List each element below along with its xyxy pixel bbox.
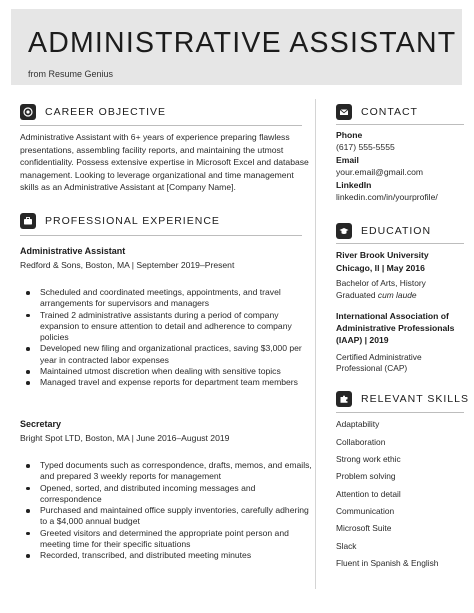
email-value: your.email@gmail.com [336, 167, 424, 177]
linkedin-value: linkedin.com/in/yourprofile/ [336, 192, 438, 202]
linkedin-label: LinkedIn [336, 180, 372, 190]
job-title: Secretary [20, 419, 62, 429]
puzzle-icon [336, 391, 352, 407]
list-item: Typed documents such as correspondence, drafts, memos, and emails, and prepared 3 weekly reports for management [20, 460, 312, 483]
job-bullets [20, 287, 312, 389]
job-title: Administrative Assistant [20, 246, 126, 256]
resume-tagline: from Resume Genius [28, 69, 114, 79]
section-title: EDUCATION [361, 225, 432, 237]
section-contact [336, 104, 418, 120]
skill-item: Slack [336, 541, 357, 551]
list-item: Managed travel and expense reports for department team members [20, 377, 312, 388]
target-icon [20, 104, 36, 120]
skill-item: Strong work ethic [336, 454, 401, 464]
divider [336, 124, 464, 125]
divider [20, 235, 302, 236]
school-location-date: Chicago, Il | May 2016 [336, 263, 425, 273]
briefcase-icon [20, 213, 36, 229]
list-item: Recorded, transcribed, and distributed meeting minutes [20, 550, 312, 561]
skill-item: Fluent in Spanish & English [336, 558, 439, 568]
certification: Certified Administrative Professional (CAP) [336, 352, 422, 374]
divider [336, 412, 464, 413]
skill-item: Adaptability [336, 419, 380, 429]
list-item: Maintained utmost discretion when dealing with sensitive topics [20, 366, 312, 377]
job-employer: Redford & Sons, Boston, MA | September 2019–Present [20, 260, 235, 270]
honors-latin: cum laude [377, 290, 417, 300]
certification-org: International Association of Administrative Professionals (IAAP) | 2019 [336, 311, 455, 345]
section-title: CAREER OBJECTIVE [45, 106, 167, 118]
section-career-objective [20, 104, 166, 120]
skill-item: Attention to detail [336, 489, 401, 499]
envelope-icon [336, 104, 352, 120]
header-banner [11, 9, 462, 85]
list-item: Developed new filing and organizational practices, saving $3,000 per year in contracted labor expenses [20, 343, 312, 366]
degree: Bachelor of Arts, History [336, 278, 426, 288]
section-title: PROFESSIONAL EXPERIENCE [45, 215, 220, 227]
honors-prefix: Graduated [336, 290, 378, 300]
section-professional-experience [20, 213, 220, 229]
section-title: CONTACT [361, 106, 418, 118]
divider [336, 243, 464, 244]
phone-label: Phone [336, 130, 363, 140]
skill-item: Communication [336, 506, 395, 516]
phone-value: (617) 555-5555 [336, 142, 395, 152]
skill-item: Collaboration [336, 437, 386, 447]
honors [336, 290, 464, 301]
email-label: Email [336, 155, 359, 165]
job-bullets [20, 460, 312, 562]
list-item: Purchased and maintained office supply inventories, carefully adhering to a $4,000 annual budget [20, 505, 312, 528]
column-divider [315, 99, 316, 589]
list-item: Trained 2 administrative assistants during a period of company expansion to ensure attention to detail and adherence to company policies [20, 310, 312, 344]
list-item: Greeted visitors and determined the appropriate point person and meeting time for their specific situations [20, 528, 312, 551]
job-employer: Bright Spot LTD, Boston, MA | June 2016–August 2019 [20, 433, 230, 443]
divider [20, 125, 302, 126]
section-title: RELEVANT SKILLS [361, 393, 469, 405]
school-name: River Brook University [336, 250, 429, 260]
section-education [336, 223, 431, 239]
section-relevant-skills [336, 391, 469, 407]
graduation-cap-icon [336, 223, 352, 239]
list-item: Scheduled and coordinated meetings, appointments, and travel arrangements for supervisors and managers [20, 287, 312, 310]
skill-item: Problem solving [336, 471, 396, 481]
objective-text: Administrative Assistant with 6+ years of experience preparing flawless presentations, assembling facility reports, and maintaining the utmost confidentiality. Possess extensive expertise in Microsoft Excel and database management. Looking to leverage organizational and time management skills as an Administrative Assistant at [Company Name]. [20, 132, 309, 193]
list-item: Opened, sorted, and distributed incoming messages and correspondence [20, 483, 312, 506]
skill-item: Microsoft Suite [336, 523, 392, 533]
resume-name: ADMINISTRATIVE ASSISTANT [28, 27, 457, 59]
